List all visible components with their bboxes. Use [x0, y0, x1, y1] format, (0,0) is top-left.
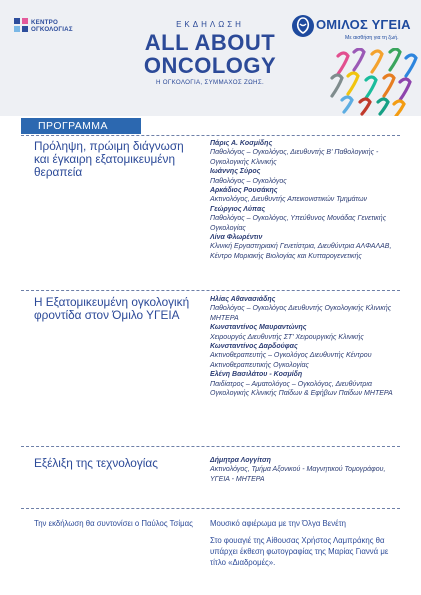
- speakers-technology: [210, 456, 398, 484]
- footer-right: [210, 518, 398, 568]
- speaker-name: Αρκάδιος Ρουσάκης: [210, 187, 278, 195]
- speaker-name: Γεώργιος Λύπας: [210, 205, 266, 213]
- speaker-name: Ηλίας Αθανασιάδης: [210, 296, 276, 303]
- music-note: Μουσικό αφιέρωμα με την Όλγα Βενέτη: [210, 519, 346, 528]
- event-title-block: [130, 20, 290, 86]
- speaker-name: Δήμητρα Λογγίτση: [210, 457, 271, 464]
- divider-1: [21, 290, 400, 291]
- event-title-line1: ALL ABOUT: [144, 30, 276, 55]
- speaker-name: Κωνσταντίνος Δαρδούφας: [210, 343, 298, 351]
- kentro-line2: ΟΓΚΟΛΟΓΙΑΣ: [31, 26, 73, 33]
- omilos-emblem-icon: [292, 15, 314, 37]
- coordinator-note: Την εκδήλωση θα συντονίσει ο Παύλος Τσίμας: [34, 519, 193, 528]
- speaker-name: Πάρις Α. Κοσμίδης: [210, 140, 273, 147]
- omilos-ygeia-logo: [292, 14, 412, 44]
- event-subtitle: Η ΟΓΚΟΛΟΓΙΑ, ΣΥΜΜΑΧΟΣ ΖΩΗΣ.: [156, 79, 264, 86]
- event-title-line2: ONCOLOGY: [143, 53, 277, 78]
- speaker-role: Παθολόγος – Ογκολόγος, Υπεύθυνος Μονάδας Γενετικής Ογκολογίας: [210, 215, 387, 232]
- kentro-logo-icon: [14, 18, 28, 32]
- speaker-role: Ακτινολόγος, Διευθυντής Απεικονιστικών Τμημάτων: [210, 196, 368, 204]
- exhibition-note: Στο φουαγιέ της Αίθουσας Χρήστος Λαμπράκης θα υπάρχει έκθεση φωτογραφίας της Μαρίας Γιαννά με τίτλο «Διαδρομές».: [210, 536, 389, 567]
- omilos-tagline: Με αισθήση για τη ζωή.: [345, 35, 399, 41]
- speaker-name: Ελένη Βασιλάτου - Κοσμίδη: [210, 371, 303, 379]
- speaker-role: Παθολόγος – Ογκολόγος Διευθυντής Ογκολογικής Κλινικής ΜΗΤΕΡΑ: [210, 305, 392, 322]
- speaker-role: Παιδίατρος – Αιματολόγος – Ογκολόγος, Διευθύντρια Ογκολογικής Κλινικής Παίδων & Εφήβων Παίδων ΜΗΤΕΡΑ: [210, 380, 393, 398]
- kentro-oncology-logo: [14, 18, 84, 44]
- header-band: [0, 0, 421, 116]
- speaker-name: Κωνσταντίνος Μαυραντώνης: [210, 324, 307, 332]
- omilos-name: ΟΜΙΛΟΣ ΥΓΕΙΑ: [316, 17, 411, 32]
- speaker-name: Λίνα Φλωρέντιν: [210, 234, 263, 242]
- speaker-name: Ιωάννης Σύρος: [210, 168, 261, 176]
- speaker-role: Παθολόγος – Ογκολόγος: [210, 177, 287, 185]
- section-title-prevention: Πρόληψη, πρώιμη διάγνωση και έγκαιρη εξατομικευμένη θεραπεία: [34, 139, 184, 180]
- speaker-role: Παθολόγος – Ογκολόγος, Διευθυντής Β' Παθολογικής - Ογκολογικής Κλινικής: [210, 149, 379, 166]
- divider-3: [21, 508, 400, 509]
- event-label: ΕΚΔΗΛΩΣΗ: [176, 20, 244, 29]
- section-title-technology: Εξέλιξη της τεχνολογίας: [34, 456, 158, 470]
- speaker-role: Κλινική Εργαστηριακή Γενετίστρια, Διευθύντρια ΑΛΦΑΛΑΒ, Κέντρο Μοριακής Βιολογίας και Κυτταρογενετικής: [210, 243, 392, 260]
- speakers-personalized-care: [210, 295, 398, 398]
- speakers-prevention: [210, 139, 398, 261]
- kentro-line1: ΚΕΝΤΡΟ: [31, 19, 58, 26]
- speaker-role: Ακτινοθεραπευτής – Ογκολόγος Διευθυντής Κέντρου Ακτινοθεραπευτικής Ογκολογίας: [210, 352, 372, 369]
- divider-top: [21, 135, 400, 136]
- section-title-personalized-care: Η Εξατομικευμένη ογκολογική φροντίδα στον Όμιλο ΥΓΕΙΑ: [34, 295, 190, 323]
- program-label: ΠΡΟΓΡΑΜΜΑ: [21, 118, 141, 134]
- awareness-ribbons-icon: [318, 48, 418, 116]
- speaker-role: Ακτινολόγος, Τμήμα Αξονικού - Μαγνητικού Τομογράφου, ΥΓΕΙΑ - ΜΗΤΕΡΑ: [210, 466, 386, 483]
- divider-2: [21, 446, 400, 447]
- kentro-logo-text: [31, 19, 73, 33]
- speaker-role: Χειρουργός Διευθυντής ΣΤ' Χειρουργικής Κλινικής: [210, 333, 364, 341]
